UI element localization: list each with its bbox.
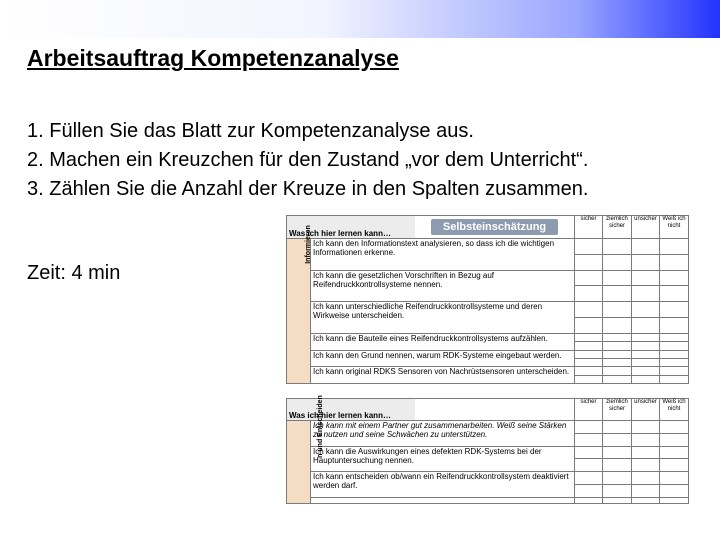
column-sicher: sicher — [575, 399, 603, 421]
checkbox-cell[interactable] — [660, 421, 689, 434]
checkbox-cell[interactable] — [660, 302, 689, 318]
checkbox-cell[interactable] — [632, 239, 660, 255]
checkbox-cell[interactable] — [660, 485, 689, 498]
self-assessment-badge: Selbsteinschätzung — [431, 219, 558, 235]
checkbox-cell[interactable] — [632, 254, 660, 270]
column-ziemlich-sicher: ziemlich sicher — [603, 216, 632, 239]
section-label-entscheiden: n und Entscheiden — [287, 421, 311, 504]
checkbox-cell[interactable] — [575, 375, 603, 383]
checkbox-cell[interactable] — [575, 333, 603, 341]
competence-row-4: Ich kann die Bauteile eines Reifendruckkontrollsystems aufzählen. — [311, 333, 575, 350]
checkbox-cell[interactable] — [575, 472, 603, 485]
sheet-header-label: Was ich hier lernen kann… — [287, 216, 415, 238]
competence-sheet-entscheiden — [286, 395, 688, 504]
checkbox-cell[interactable] — [632, 421, 660, 434]
checkbox-cell[interactable] — [603, 367, 632, 375]
instruction-step-2: 2. Machen ein Kreuzchen für den Zustand „vor dem Unterricht“. — [27, 149, 589, 171]
checkbox-cell[interactable] — [575, 286, 603, 302]
checkbox-cell[interactable] — [575, 318, 603, 334]
checkbox-cell[interactable] — [660, 367, 689, 375]
checkbox-cell[interactable] — [575, 485, 603, 498]
checkbox-cell[interactable] — [603, 472, 632, 485]
competence-row-1: Ich kann mit einem Partner gut zusammenarbeiten. Weiß seine Stärken zu nutzen und seine Schwächen zu unterstützen. — [311, 421, 575, 447]
checkbox-cell[interactable] — [603, 446, 632, 459]
checkbox-cell[interactable] — [603, 318, 632, 334]
column-weiss-nicht: Weiß ich nicht — [660, 399, 689, 421]
checkbox-cell[interactable] — [603, 421, 632, 434]
checkbox-cell[interactable] — [575, 350, 603, 358]
checkbox-cell[interactable] — [575, 433, 603, 446]
checkbox-cell[interactable] — [575, 254, 603, 270]
checkbox-cell[interactable] — [632, 318, 660, 334]
checkbox-cell[interactable] — [660, 342, 689, 350]
checkbox-cell[interactable] — [632, 433, 660, 446]
checkbox-cell[interactable] — [603, 350, 632, 358]
competence-row-3: Ich kann entscheiden ob/wann ein Reifendruckkontrollsystem deaktiviert werden darf. — [311, 472, 575, 498]
checkbox-cell[interactable] — [632, 446, 660, 459]
checkbox-cell[interactable] — [660, 254, 689, 270]
checkbox-cell[interactable] — [660, 358, 689, 366]
checkbox-cell[interactable] — [632, 367, 660, 375]
column-unsicher: unsicher — [632, 216, 660, 239]
instruction-list — [27, 117, 588, 204]
competence-sheet-informieren — [286, 215, 688, 384]
checkbox-cell[interactable] — [603, 375, 632, 383]
checkbox-cell[interactable] — [603, 459, 632, 472]
header-gradient-bar — [0, 0, 720, 38]
competence-row-3: Ich kann unterschiedliche Reifendruckkontrollsysteme und deren Wirkweise unterscheiden. — [311, 302, 575, 334]
checkbox-cell[interactable] — [660, 472, 689, 485]
checkbox-cell[interactable] — [575, 367, 603, 375]
slide-title: Arbeitsauftrag Kompetenzanalyse — [27, 45, 399, 71]
competence-row-6: Ich kann original RDKS Sensoren von Nachrüstsensoren unterscheiden. — [311, 367, 575, 384]
checkbox-cell[interactable] — [603, 286, 632, 302]
checkbox-cell[interactable] — [632, 342, 660, 350]
time-limit: Zeit: 4 min — [27, 262, 121, 284]
column-unsicher: unsicher — [632, 399, 660, 421]
checkbox-cell[interactable] — [632, 302, 660, 318]
checkbox-cell[interactable] — [603, 333, 632, 341]
column-weiss-nicht: Weiß ich nicht — [660, 216, 689, 239]
checkbox-cell[interactable] — [632, 485, 660, 498]
checkbox-cell[interactable] — [632, 472, 660, 485]
checkbox-cell[interactable] — [632, 270, 660, 286]
checkbox-cell[interactable] — [660, 333, 689, 341]
checkbox-cell[interactable] — [575, 459, 603, 472]
checkbox-cell[interactable] — [575, 421, 603, 434]
checkbox-cell[interactable] — [632, 459, 660, 472]
checkbox-cell[interactable] — [660, 459, 689, 472]
checkbox-cell[interactable] — [575, 446, 603, 459]
checkbox-cell[interactable] — [603, 270, 632, 286]
checkbox-cell[interactable] — [660, 318, 689, 334]
competence-row-1: Ich kann den Informationstext analysieren, so dass ich die wichtigen Informationen erkenne. — [311, 239, 575, 271]
instruction-step-1: 1. Füllen Sie das Blatt zur Kompetenzanalyse aus. — [27, 120, 474, 142]
checkbox-cell[interactable] — [603, 485, 632, 498]
checkbox-cell[interactable] — [660, 350, 689, 358]
section-label-informieren: Informieren — [287, 239, 311, 384]
checkbox-cell[interactable] — [660, 375, 689, 383]
checkbox-cell[interactable] — [632, 358, 660, 366]
column-ziemlich-sicher: ziemlich sicher — [603, 399, 632, 421]
competence-row-2: Ich kann die gesetzlichen Vorschriften in Bezug auf Reifendruckkontrollsysteme nennen. — [311, 270, 575, 302]
competence-row-5: Ich kann den Grund nennen, warum RDK-Systeme eingebaut werden. — [311, 350, 575, 367]
checkbox-cell[interactable] — [660, 433, 689, 446]
checkbox-cell[interactable] — [660, 239, 689, 255]
checkbox-cell[interactable] — [660, 286, 689, 302]
instruction-step-3: 3. Zählen Sie die Anzahl der Kreuze in den Spalten zusammen. — [27, 178, 589, 200]
checkbox-cell[interactable] — [632, 333, 660, 341]
column-sicher: sicher — [575, 216, 603, 239]
competence-row-2: Ich kann die Auswirkungen eines defekten RDK-Systems bei der Hauptuntersuchung nennen. — [311, 446, 575, 472]
checkbox-cell[interactable] — [603, 302, 632, 318]
checkbox-cell[interactable] — [575, 239, 603, 255]
checkbox-cell[interactable] — [603, 433, 632, 446]
checkbox-cell[interactable] — [603, 254, 632, 270]
sheet-header-label: Was ich hier lernen kann… — [287, 399, 415, 420]
checkbox-cell[interactable] — [660, 270, 689, 286]
checkbox-cell[interactable] — [632, 375, 660, 383]
checkbox-cell[interactable] — [660, 446, 689, 459]
checkbox-cell[interactable] — [603, 358, 632, 366]
checkbox-cell[interactable] — [603, 239, 632, 255]
checkbox-cell[interactable] — [575, 358, 603, 366]
checkbox-cell[interactable] — [632, 350, 660, 358]
checkbox-cell[interactable] — [575, 302, 603, 318]
checkbox-cell[interactable] — [632, 286, 660, 302]
checkbox-cell[interactable] — [575, 270, 603, 286]
checkbox-cell[interactable] — [575, 342, 603, 350]
checkbox-cell[interactable] — [603, 342, 632, 350]
